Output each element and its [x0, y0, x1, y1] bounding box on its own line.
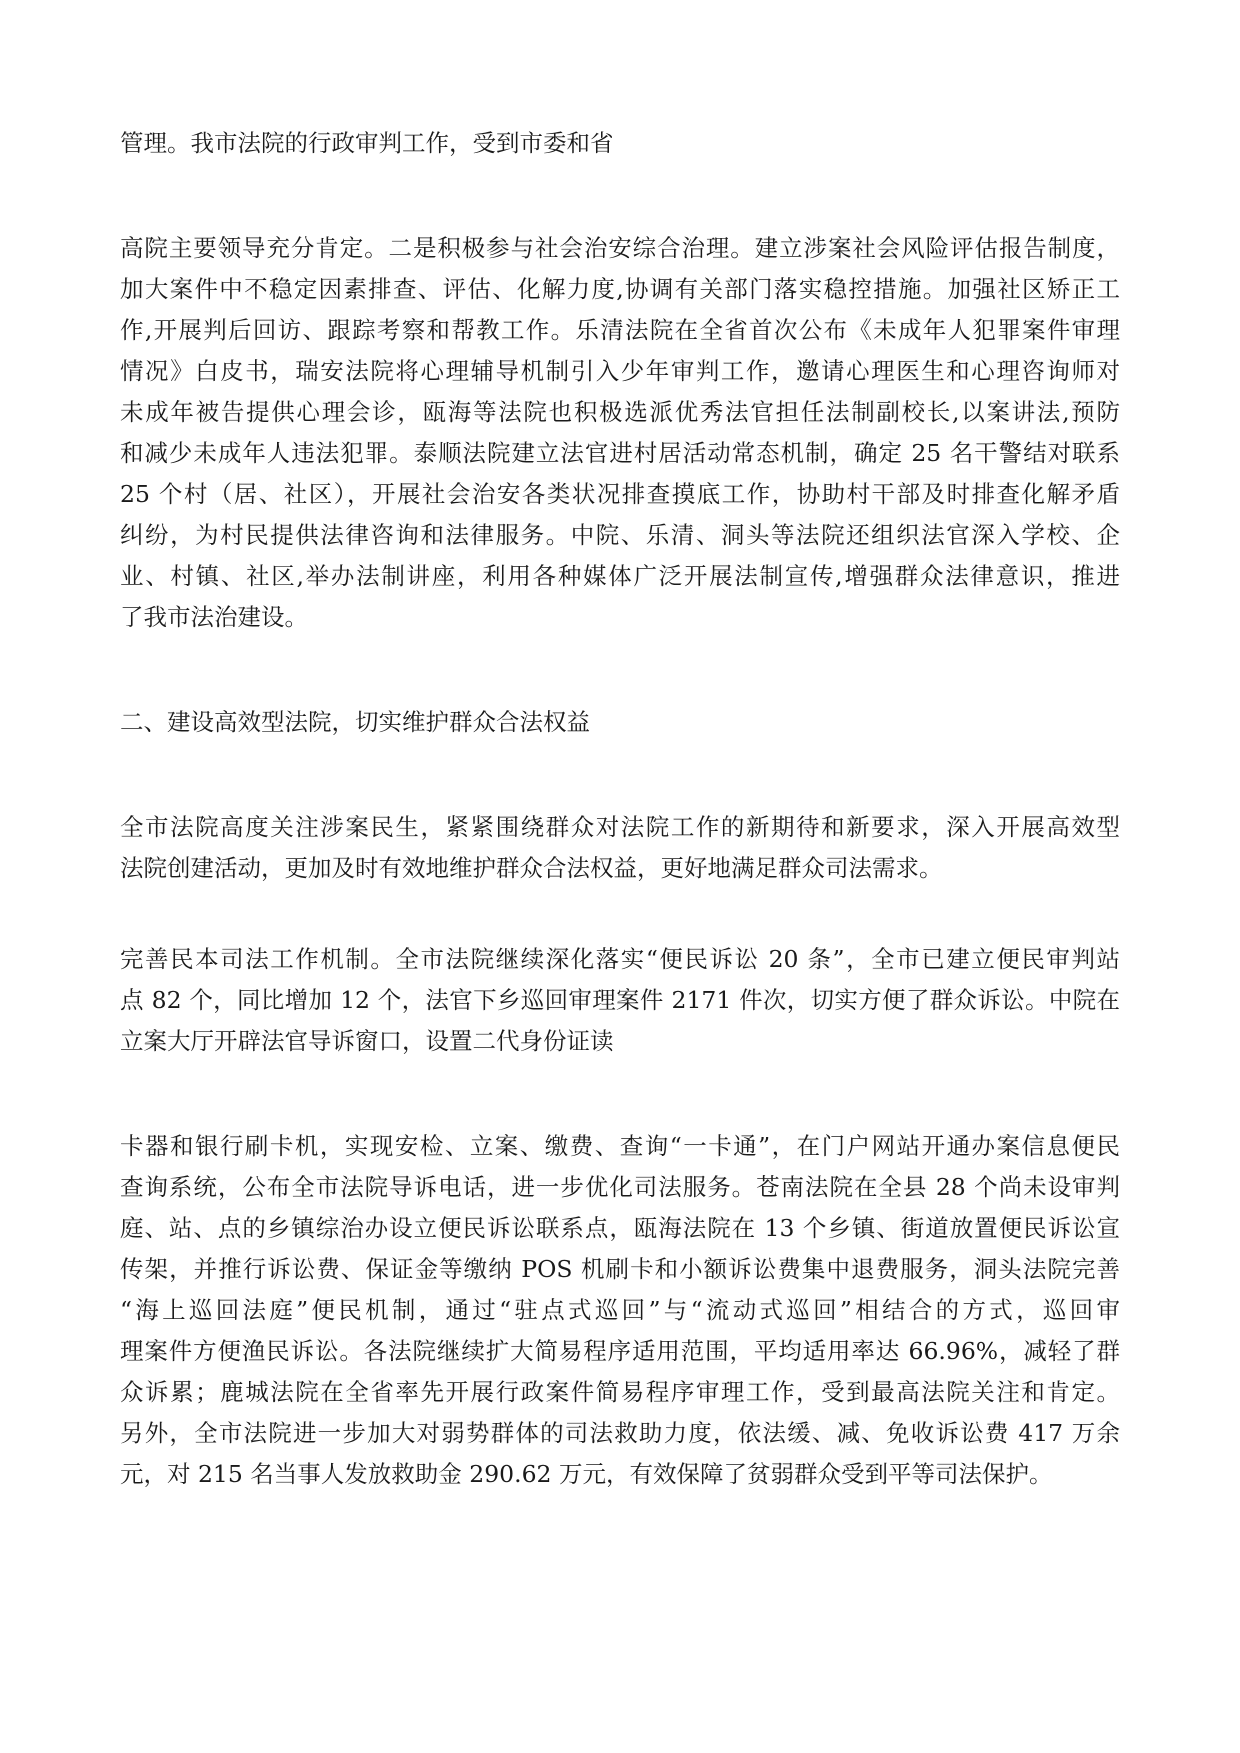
paragraph-gap: [120, 1062, 1120, 1126]
text-line: 完善民本司法工作机制。全市法院继续深化落实“便民诉讼 20 条”，全市已建立便民审判站: [120, 945, 1120, 973]
text-line: 和减少未成年人违法犯罪。泰顺法院建立法官进村居活动常态机制，确定 25 名干警结对联系: [120, 439, 1120, 467]
text-line: 加大案件中不稳定因素排查、评估、化解力度,协调有关部门落实稳控措施。加强社区矫正工: [120, 275, 1120, 303]
text-line: 法院创建活动，更加及时有效地维护群众合法权益，更好地满足群众司法需求。: [120, 854, 943, 882]
paragraph-people-oriented: [120, 939, 1120, 1062]
text-line: 另外，全市法院进一步加大对弱势群体的司法救助力度，依法缓、减、免收诉讼费 417 万余: [120, 1419, 1120, 1447]
paragraph-gap: [120, 638, 1120, 702]
text-line: 了我市法治建设。: [120, 603, 308, 631]
text-line: 未成年被告提供心理会诊，瓯海等法院也积极选派优秀法官担任法制副校长,以案讲法,预防: [120, 398, 1120, 426]
text-line: 作,开展判后回访、跟踪考察和帮教工作。乐清法院在全省首次公布《未成年人犯罪案件审理: [120, 316, 1120, 344]
text-line: 庭、站、点的乡镇综治办设立便民诉讼联系点，瓯海法院在 13 个乡镇、街道放置便民诉讼宣: [120, 1214, 1120, 1242]
text-line: 纠纷，为村民提供法律咨询和法律服务。中院、乐清、洞头等法院还组织法官深入学校、企: [120, 521, 1120, 549]
text-line: 业、村镇、社区,举办法制讲座，利用各种媒体广泛开展法制宣传,增强群众法律意识，推进: [120, 562, 1120, 590]
text-line: 25 个村（居、社区），开展社会治安各类状况排查摸底工作，协助村干部及时排查化解矛盾: [120, 480, 1120, 508]
paragraph-efficient-court: [120, 807, 1120, 889]
text-line: 高院主要领导充分肯定。二是积极参与社会治安综合治理。建立涉案社会风险评估报告制度，: [120, 234, 1120, 262]
text-line: 传架，并推行诉讼费、保证金等缴纳 POS 机刷卡和小额诉讼费集中退费服务，洞头法院完善: [120, 1255, 1120, 1283]
text-line: “海上巡回法庭”便民机制，通过“驻点式巡回”与“流动式巡回”相结合的方式，巡回审: [120, 1296, 1120, 1324]
text-line: 管理。我市法院的行政审判工作，受到市委和省: [120, 129, 614, 157]
heading-line: 二、建设高效型法院，切实维护群众合法权益: [120, 708, 590, 736]
section-heading: [120, 702, 1120, 743]
paragraph-gap: [120, 889, 1120, 939]
text-line: 元，对 215 名当事人发放救助金 290.62 万元，有效保障了贫弱群众受到平等司法保护。: [120, 1460, 1053, 1488]
text-line: 立案大厅开辟法官导诉窗口，设置二代身份证读: [120, 1027, 614, 1055]
text-line: 点 82 个，同比增加 12 个，法官下乡巡回审理案件 2171 件次，切实方便了群众诉讼。中院在: [120, 986, 1120, 1014]
document-page: [120, 123, 1120, 1495]
paragraph-social-governance: [120, 228, 1120, 638]
text-line: 理案件方便渔民诉讼。各法院继续扩大简易程序适用范围，平均适用率达 66.96%，减轻了群: [120, 1337, 1120, 1365]
text-line: 众诉累；鹿城法院在全省率先开展行政案件简易程序审理工作，受到最高法院关注和肯定。: [120, 1378, 1120, 1406]
paragraph-intro: [120, 123, 1120, 164]
text-line: 全市法院高度关注涉案民生，紧紧围绕群众对法院工作的新期待和新要求，深入开展高效型: [120, 813, 1120, 841]
paragraph-gap: [120, 743, 1120, 807]
text-line: 查询系统，公布全市法院导诉电话，进一步优化司法服务。苍南法院在全县 28 个尚未设审判: [120, 1173, 1120, 1201]
paragraph-services: [120, 1126, 1120, 1495]
text-line: 卡器和银行刷卡机，实现安检、立案、缴费、查询“一卡通”，在门户网站开通办案信息便民: [120, 1132, 1120, 1160]
paragraph-gap: [120, 164, 1120, 228]
text-line: 情况》白皮书，瑞安法院将心理辅导机制引入少年审判工作，邀请心理医生和心理咨询师对: [120, 357, 1120, 385]
